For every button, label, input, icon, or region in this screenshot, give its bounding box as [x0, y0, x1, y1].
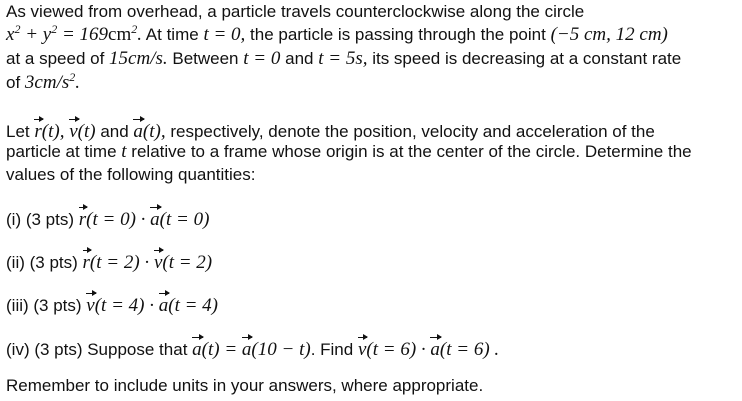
math-expr: (t) = [201, 339, 242, 360]
vector-v: v [358, 335, 366, 361]
math-expr: (t = 4) · [94, 295, 159, 316]
math-rate: $3cm/s^2$. [24, 70, 80, 93]
para1-line4 [6, 72, 80, 94]
vector-v: v [154, 248, 162, 274]
math-t: t [121, 141, 127, 162]
math-expr: (t = 2) · [89, 252, 154, 273]
text-span: As viewed from overhead, a particle travels counterclockwise along the circle [6, 2, 585, 21]
text-span: the particle is passing through the point [250, 25, 546, 44]
remember-note [6, 375, 483, 397]
math-arg: (t), [142, 121, 166, 142]
vector-r: r [79, 205, 86, 231]
item-i [6, 205, 209, 231]
text-span: particle at time [6, 142, 117, 161]
vector-r: r [34, 117, 41, 143]
vector-r: r [83, 248, 90, 274]
math-expr: (t = 6) . [439, 339, 500, 360]
text-span: of [6, 73, 21, 92]
text-span: Remember to include units in your answers, where appropriate. [6, 376, 484, 395]
item-label: (iii) (3 pts) [6, 296, 82, 315]
text-span: its speed is decreasing at a constant rate [372, 49, 682, 68]
text-span: At time [145, 25, 199, 44]
para2-line3 [6, 164, 256, 186]
math-expr: (t = 4) [168, 295, 219, 316]
item-ii [6, 248, 212, 274]
math-point: (−5 cm, 12 cm) [550, 24, 668, 45]
vector-a: a [192, 335, 202, 361]
text-span: . Find [310, 340, 354, 359]
item-iii [6, 291, 218, 317]
math-speed: 15cm/s. [109, 48, 168, 69]
vector-v: v [69, 117, 77, 143]
vector-a: a [133, 117, 143, 143]
item-label: (i) (3 pts) [6, 210, 74, 229]
para1-line3 [6, 48, 681, 70]
text-span: and [285, 49, 314, 68]
para2-line2 [6, 141, 692, 163]
vector-a: a [430, 335, 440, 361]
math-t0: t = 0, [203, 24, 246, 45]
text-span: and [100, 122, 129, 141]
vector-v: v [86, 291, 94, 317]
item-label: (iv) (3 pts) Suppose that [6, 340, 188, 359]
math-t: t = 5s, [318, 48, 368, 69]
text-span: Between [172, 49, 239, 68]
para1-line1 [6, 1, 584, 23]
para2-line1 [6, 117, 655, 143]
math-expr: (10 − t) [251, 339, 311, 360]
text-span: Let [6, 122, 30, 141]
math-expr: (t = 2) [162, 252, 213, 273]
math-t: t = 0 [243, 48, 281, 69]
para1-line2 [6, 24, 668, 46]
math-arg: (t), [41, 121, 65, 142]
vector-a: a [159, 291, 169, 317]
vector-a: a [150, 205, 160, 231]
text-span: relative to a frame whose origin is at the center of the circle. Determine the [131, 142, 692, 161]
math-arg: (t) [77, 121, 96, 142]
text-span: at a speed of [6, 49, 105, 68]
math-expr: (t = 6) · [366, 339, 431, 360]
math-expr: (t = 0) [159, 209, 210, 230]
item-label: (ii) (3 pts) [6, 253, 78, 272]
text-span: respectively, denote the position, velocity and acceleration of the [170, 122, 655, 141]
vector-a: a [242, 335, 252, 361]
circle-equation: $x^2 + y^2 = 169cm^2$. [6, 22, 142, 45]
math-expr: (t = 0) · [86, 209, 151, 230]
item-iv [6, 335, 499, 361]
text-span: values of the following quantities: [6, 165, 256, 184]
